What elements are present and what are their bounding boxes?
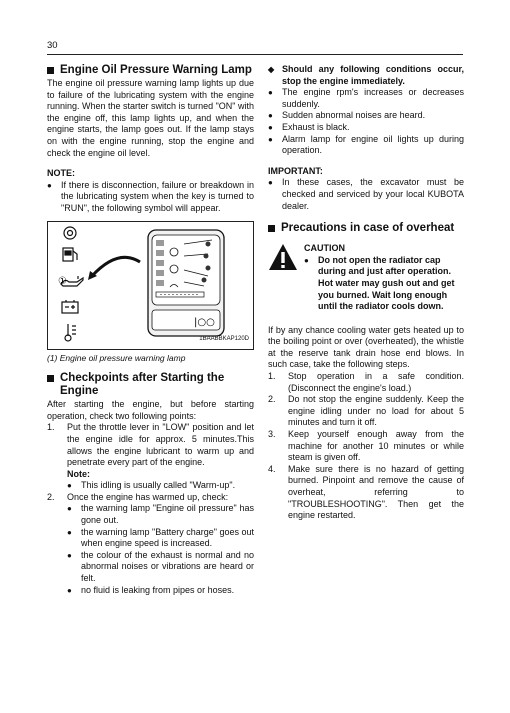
square-bullet-icon <box>47 67 54 74</box>
check-item: ● the warning lamp "Engine oil pressure" has gone out. <box>67 503 254 526</box>
section-title: Engine Oil Pressure Warning Lamp <box>60 64 252 76</box>
section-heading-overheat <box>268 222 464 235</box>
battery-icon <box>62 300 78 313</box>
section-title: Precautions in case of overheat <box>281 222 455 235</box>
bullet-icon: ● <box>67 481 72 491</box>
header-rule <box>47 54 463 55</box>
diamond-icon: ◆ <box>268 65 275 74</box>
section-title: Checkpoints after Starting the Engine <box>60 372 225 398</box>
bullet-icon: ● <box>67 504 72 514</box>
check-item: ● the colour of the exhaust is normal and no abnormal noises or vibrations are heard or felt. <box>67 549 254 584</box>
bullet-icon: ● <box>268 134 273 144</box>
overheat-body: If by any chance cooling water gets heated up to the boiling point or over (overheated), the whistle at the reserve tank drain hose end blows. In such case, take the following steps. <box>268 324 464 370</box>
square-bullet-icon <box>268 225 275 232</box>
bullet-icon: ● <box>67 527 72 537</box>
section-body: The engine oil pressure warning lamp lights up due to failure of the lubricating system with the engine running. When the starter switch is turned "ON" with the engine off, this lamp lights up, and when the engine starts, the lamp goes out. If the lamp stays on with the engine running, stop the engine and check the engine oil level. <box>47 78 254 158</box>
caution-box <box>268 243 464 313</box>
stop-condition-item: ● The engine rpm's increases or decreases suddenly. <box>268 87 464 109</box>
bullet-icon: ● <box>47 180 52 190</box>
step-note-heading: Note: <box>67 468 90 479</box>
check-item: ● no fluid is leaking from pipes or hoses. <box>67 584 235 595</box>
bullet-icon: ● <box>268 111 273 121</box>
bullet-icon: ● <box>268 178 273 188</box>
bullet-icon: ● <box>304 255 309 265</box>
note-item: ● If there is disconnection, failure or breakdown in the lubricating system when the key is turned to "RUN", the following symbol will appear. <box>47 179 254 213</box>
overheat-step: 3. Keep yourself enough away from the machine for another 10 minutes or while steam is given off. <box>268 429 464 463</box>
engine-icon <box>64 227 76 239</box>
section-heading-oil-lamp <box>47 64 254 77</box>
instrument-panel-illustration <box>48 222 253 349</box>
bullet-icon: ● <box>268 122 273 132</box>
caution-heading: CAUTION <box>304 243 345 254</box>
right-column <box>268 64 464 522</box>
coolant-temp-icon <box>65 324 76 341</box>
note-heading: NOTE: <box>47 168 75 179</box>
numbered-step: 1. Put the throttle lever in "LOW" position and let the engine idle for approx. 5 minutes.This allows the engine lubricant to warm up and penetrate every part of the engine. <box>47 422 254 468</box>
figure-caption: (1) Engine oil pressure warning lamp <box>47 352 186 363</box>
bullet-icon: ● <box>67 585 72 595</box>
bullet-icon: ● <box>268 88 273 98</box>
page-number: 30 <box>47 40 58 51</box>
overheat-step: 4. Make sure there is no hazard of getting burned. Pinpoint and remove the cause of overheat, referring to "TROUBLESHOOTING". Then get the engine restarted. <box>268 463 464 521</box>
stop-conditions-heading: ◆ Should any following conditions occur, stop the engine immediately. <box>268 64 464 86</box>
svg-text:|○○: |○○ <box>194 316 215 328</box>
stop-condition-item: ● Alarm lamp for engine oil lights up during operation. <box>268 133 464 156</box>
caution-item: ● Do not open the radiator cap during and just after operation. Hot water may gush out and get you burned. Wait long enough until the radiator cools down. <box>304 254 455 312</box>
warning-triangle-icon <box>268 243 304 313</box>
important-item: ● In these cases, the excavator must be checked and serviced by your local KUBOTA dealer. <box>268 177 464 211</box>
bullet-icon: ● <box>67 550 72 560</box>
section-heading-checkpoints <box>47 372 254 398</box>
section-intro: After starting the engine, but before starting operation, check two following points: <box>47 399 254 421</box>
overheat-step: 1. Stop operation in a safe condition. (Disconnect the engine's load.) <box>268 371 464 393</box>
arrow-icon <box>92 257 140 276</box>
left-column <box>47 64 254 596</box>
square-bullet-icon <box>47 375 54 382</box>
important-heading: IMPORTANT: <box>268 165 323 176</box>
fuel-icon <box>63 248 77 261</box>
check-item: ● the warning lamp "Battery charge" goes out when engine speed is increased. <box>67 526 254 549</box>
warning-lamp-figure <box>47 221 254 350</box>
overheat-step: 2. Do not stop the engine suddenly. Keep the engine idling under no load for about 5 minutes and turn it off. <box>268 394 464 428</box>
monitor-panel-icon <box>148 230 224 336</box>
stop-condition-item: ● Sudden abnormal noises are heard. <box>268 110 426 121</box>
figure-code: 1BAABBKAP120D <box>199 335 249 342</box>
numbered-step: 2. Once the engine has warmed up, check: <box>47 491 229 502</box>
callout-number: ① <box>58 275 67 287</box>
stop-condition-item: ● Exhaust is black. <box>268 121 350 132</box>
step-note-item: ● This idling is usually called "Warm-up". <box>67 480 236 491</box>
